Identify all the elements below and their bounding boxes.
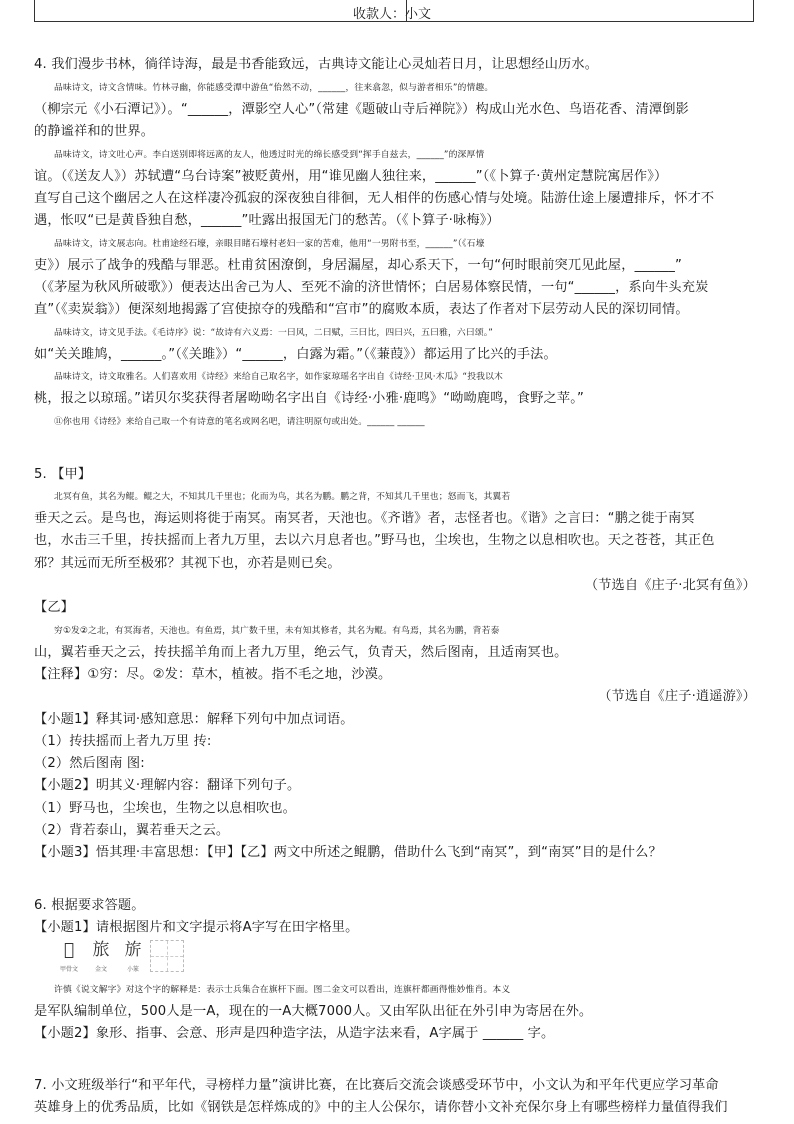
q5-subquestion: （1）抟扶摇而上者九万里 抟: [34,734,212,749]
q4-line: 品味诗文，诗文展志向。杜甫途经石壕，亲眼目睹石壕村老妇一家的苦难，他用“一男附书至，______”（《石壕 [54,239,485,249]
glyph-char: 𠂦 [63,940,75,960]
q5-subquestion: （2）然后图南 图: [34,756,145,771]
oracle-bone-glyph [54,940,84,974]
q5-subquestion: 【小题2】明其义·理解内容：翻译下列句子。 [34,778,301,793]
glyph-caption: 金文 [94,966,107,973]
seal-script-glyph [118,940,148,974]
q4-line: 品味诗文，诗文含情味。竹林寻幽，你能感受潭中游鱼“佁然不动，______，往来翕忽，似与游者相乐”的情趣。 [54,83,494,93]
glyph-caption: 小篆 [126,966,139,973]
q4-line: 的静谧祥和的世界。 [34,124,155,139]
q6-sub1: 【小题1】请根据图片和文字提示将A字写在田字格里。 [34,920,359,935]
q7-line: 英雄身上的优秀品质，比如《钢铁是怎样炼成的》中的主人公保尔，请你替小文补充保尔身上有哪些榜样力量值得我们 [34,1100,728,1115]
glyph-char: 旅 [92,940,110,960]
q6-paragraph: 是军队编制单位，500人是一A，现在的一A大概7000人。又由军队出征在外引申为寄居在外。 [34,1004,593,1019]
q5-jia-line: 也，水击三千里，抟扶摇而上者九万里，去以六月息者也。”野马也，尘埃也，生物之以息相吹也。天之苍苍，其正色 [34,533,715,548]
q5-yi-heading: 【乙】 [34,600,75,615]
q4-line: 谊。（《送友人》）苏轼遭“乌台诗案”被贬黄州，用“谁见幽人独往来，______”（《卜算子·黄州定慧院寓居作》） [34,169,668,184]
bronze-glyph [86,940,116,974]
q4-line: ⑪你也用《诗经》来给自己取一个有诗意的笔名或网名吧，请注明原句或出处。______ ______ [54,417,425,427]
q5-yi-line: 山，翼若垂天之云，抟扶摇羊角而上者九万里，绝云气，负青天，然后图南，且适南冥也。 [34,645,568,660]
q4-line: 直”（《卖炭翁》）便深刻地揭露了宫使掠夺的残酷和“宫市”的腐败本质，表达了作者对下层劳动人民的深切同情。 [34,302,689,317]
q4-line: 品味诗文，诗文见手法。《毛诗序》说：“故诗有六义焉：一曰风，二曰赋，三曰比，四曰兴，五曰雅，六曰颂。” [54,328,494,338]
q5-yi-line: 穷①发②之北，有冥海者，天池也。有鱼焉，其广数千里，未有知其修者，其名为鲲。有鸟焉，其名为鹏，背若泰 [54,626,500,636]
q5-heading: 5. 【甲】 [34,467,92,482]
q6-paragraph: 许慎《说文解字》对这个字的解释是：表示士兵集合在旗杆下面。图二金文可以看出，连旗杆都画得惟妙惟肖。本义 [54,985,511,995]
q5-jia-line: 北冥有鱼，其名为鲲。鲲之大，不知其几千里也；化而为鸟，其名为鹏。鹏之背，不知其几千里也；怒而飞，其翼若 [54,492,511,502]
payee-label: 收款人：小文 [353,7,432,22]
q7-line: 7. 小文班级举行“和平年代，寻榜样力量”演讲比赛，在比赛后交流会谈感受环节中，小文认为和平年代更应学习革命 [34,1078,719,1093]
q4-line: （柳宗元《小石潭记》）。“______，潭影空人心”（常建《题破山寺后禅院》）构成山光水色、鸟语花香、清潭倒影 [34,102,689,117]
grid-vertical-line [167,941,168,971]
q4-line: 桃，报之以琼瑶。”诺贝尔奖获得者屠呦呦名字出自《诗经·小雅·鹿鸣》“呦呦鹿鸣，食野之苹。” [34,391,584,406]
q5-subquestion: 【小题1】释其词·感知意思：解释下列句中加点词语。 [34,712,354,727]
q6-heading: 6. 根据要求答题。 [34,898,145,913]
q5-subquestion: （2）背若泰山，翼若垂天之云。 [34,823,230,838]
glyph-char: 旂 [124,940,142,960]
q6-sub2: 【小题2】象形、指事、会意、形声是四种造字法，从造字法来看，A字属于 ______ 字。 [34,1026,555,1041]
q4-line: 如“关关雎鸠，______。”（《关雎》）“______，白露为霜。”（《蒹葭》）都运用了比兴的手法。 [34,347,557,362]
tian-zi-grid[interactable] [150,940,184,972]
receipt-box [34,0,754,22]
q4-line: 4. 我们漫步书林，徜徉诗海，最是书香能致远，古典诗文能让心灵灿若日月，让思想经山历水。 [34,57,599,72]
glyph-caption: 甲骨文 [59,966,78,973]
q4-line: 直写自己这个幽居之人在这样凄冷孤寂的深夜独自徘徊，无人相伴的伤感心情与处境。陆游仕途上屡遭排斥，怀才不 [34,191,715,206]
q4-line: 品味诗文，诗文吐心声。李白送别即将远离的友人，他透过时光的绵长感受到“挥手自兹去，______”的深厚情 [54,150,485,160]
q4-line: 吏》）展示了战争的残酷与罪恶。杜甫贫困潦倒，身居漏屋，却心系天下，一句“何时眼前突兀见此屋，______” [34,258,683,273]
q4-line: 遇，怅叹“已是黄昏独自愁，______”吐露出报国无门的愁苦。（《卜算子·咏梅》） [34,213,500,228]
q4-line: （《茅屋为秋风所破歌》）便表达出舍己为人、至死不渝的济世情怀；白居易体察民情，一句“______，系向牛头充炭 [34,280,709,295]
q5-jia-line: 邪？其远而无所至极邪？其视下也，亦若是则已矣。 [34,556,341,571]
q5-note: 【注释】①穷：尽。②发：草木，植被。指不毛之地，沙漠。 [34,667,392,682]
q5-yi-source: （节选自《庄子·逍遥游》） [598,689,756,704]
q5-subquestion: 【小题3】悟其理·丰富思想：【甲】【乙】两文中所述之鲲鹏，借助什么飞到“南冥”，到“南冥”目的是什么？ [34,845,662,860]
q5-jia-line: 垂天之云。是鸟也，海运则将徙于南冥。南冥者，天池也。《齐谐》者，志怪者也。《谐》之言曰：“鹏之徙于南冥 [34,511,695,526]
q5-subquestion: （1）野马也，尘埃也，生物之以息相吹也。 [34,801,296,816]
q5-jia-source: （节选自《庄子·北冥有鱼》） [584,578,756,593]
q4-line: 品味诗文，诗文取雅名。人们喜欢用《诗经》来给自己取名字，如作家琼瑶名字出自《诗经·卫风·木瓜》“投我以木 [54,372,503,382]
